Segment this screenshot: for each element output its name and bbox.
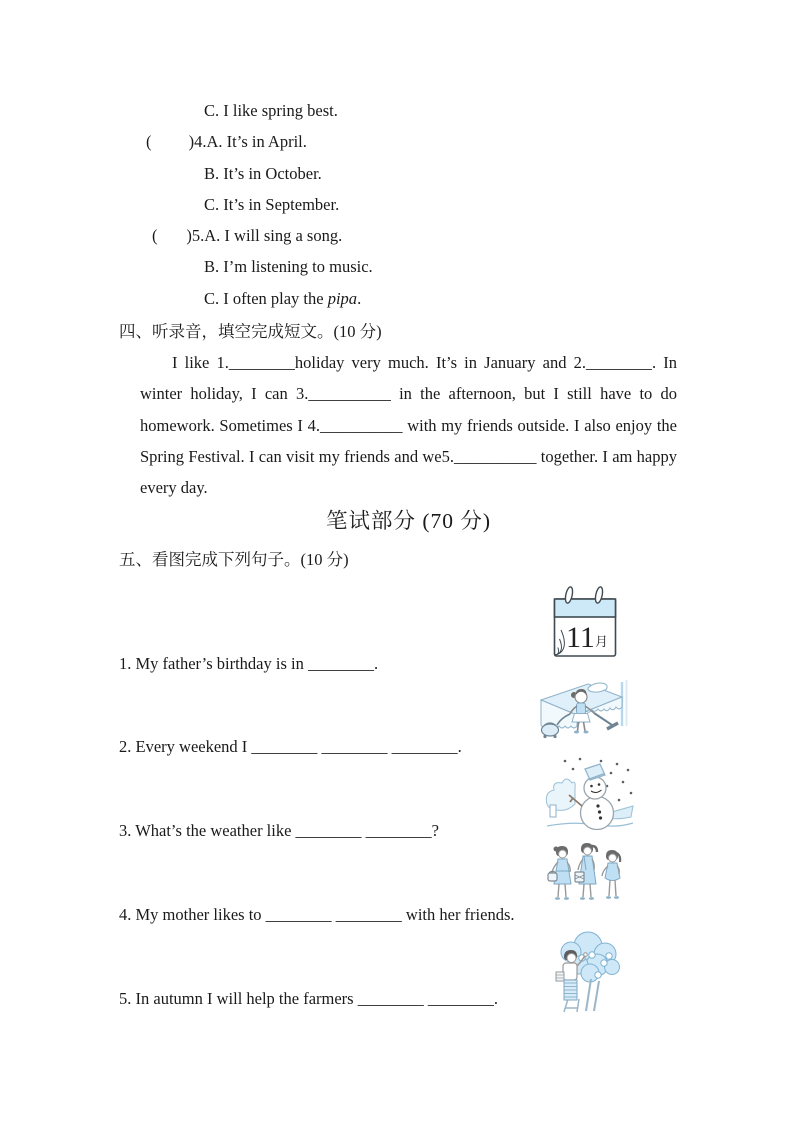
sentence-item-4: 4. My mother likes to ________ ________ with her friends.: [119, 905, 515, 924]
option-line-q4a: ( )4.A. It’s in April.: [146, 132, 307, 152]
snowman-head: [584, 777, 606, 799]
ladder: [564, 999, 579, 1012]
option-line-q5a: ( )5.A. I will sing a song.: [152, 226, 343, 246]
bucket-hat: [585, 764, 605, 780]
snowman: [569, 764, 614, 830]
option-line-q4c: C. It’s in September.: [204, 194, 340, 214]
option-q5c-suffix: .: [357, 288, 362, 308]
shirt: [563, 963, 577, 980]
flared-dress: [605, 863, 620, 881]
vacuum-canister: [542, 724, 559, 736]
sentence-item-5: 5. In autumn I will help the farmers ________ ________.: [119, 989, 498, 1008]
calendar-month-unit: 月: [595, 634, 609, 649]
cloze-line: winter holiday, I can 3.__________ in the afternoon, but I still have to do: [140, 384, 677, 404]
option-q5c-italic-word: pipa: [327, 288, 358, 308]
face: [584, 847, 592, 855]
option-q5c-prefix: C. I often play the: [204, 288, 328, 308]
option-line-q5b: B. I’m listening to music.: [204, 257, 373, 277]
face: [609, 854, 617, 862]
snow-covered-bush: [546, 779, 575, 817]
option-line-c3: C. I like spring best.: [204, 101, 338, 120]
option-line-q4b: B. It’s in October.: [204, 163, 322, 183]
boy-picking-apples-image: [552, 929, 626, 1013]
snowman-body: [581, 797, 614, 830]
girl-vacuuming-image: [536, 678, 630, 750]
cloze-line: homework. Sometimes I 4.__________ with my friends outside. I also enjoy the: [140, 415, 677, 435]
woman-2: [575, 843, 597, 900]
sentence-item-2: 2. Every weekend I ________ ________ ________.: [119, 737, 462, 756]
woman-3: [602, 850, 620, 899]
shirt: [577, 703, 586, 714]
cloze-paragraph: [140, 347, 677, 503]
section-five-heading: 五、看图完成下列句子。(10 分): [119, 550, 349, 569]
option-line-q5c: [119, 283, 699, 314]
face: [559, 850, 567, 858]
tree-trunk: [586, 979, 591, 1011]
calendar-month-number: 11: [566, 621, 595, 654]
face: [567, 954, 576, 963]
woman-1: [548, 846, 571, 900]
vacuum-wand: [594, 713, 612, 725]
cloze-line: Spring Festival. I can visit my friends and we5.__________ together. I am happy: [140, 446, 677, 466]
bedroom-wall: [622, 680, 627, 726]
cloze-line: every day.: [140, 478, 208, 498]
skirt: [572, 714, 590, 723]
handbag: [548, 873, 557, 881]
women-shopping-image: [546, 842, 626, 924]
pillow: [588, 683, 607, 692]
section-four-heading: 四、听录音，填空完成短文。(10 分): [119, 322, 382, 341]
sentence-item-3: 3. What’s the weather like ________ ________?: [119, 821, 440, 840]
snowman-image: [545, 756, 635, 832]
cloze-line: I like 1.________holiday very much. It’s in January and 2.________. In: [172, 353, 677, 372]
sentence-item-1: 1. My father’s birthday is in ________.: [119, 654, 379, 673]
calendar-november-image: [552, 584, 618, 660]
basket: [556, 972, 564, 981]
written-part-header: 笔试部分 (70 分): [325, 509, 492, 533]
listening-options-block: [119, 95, 699, 314]
